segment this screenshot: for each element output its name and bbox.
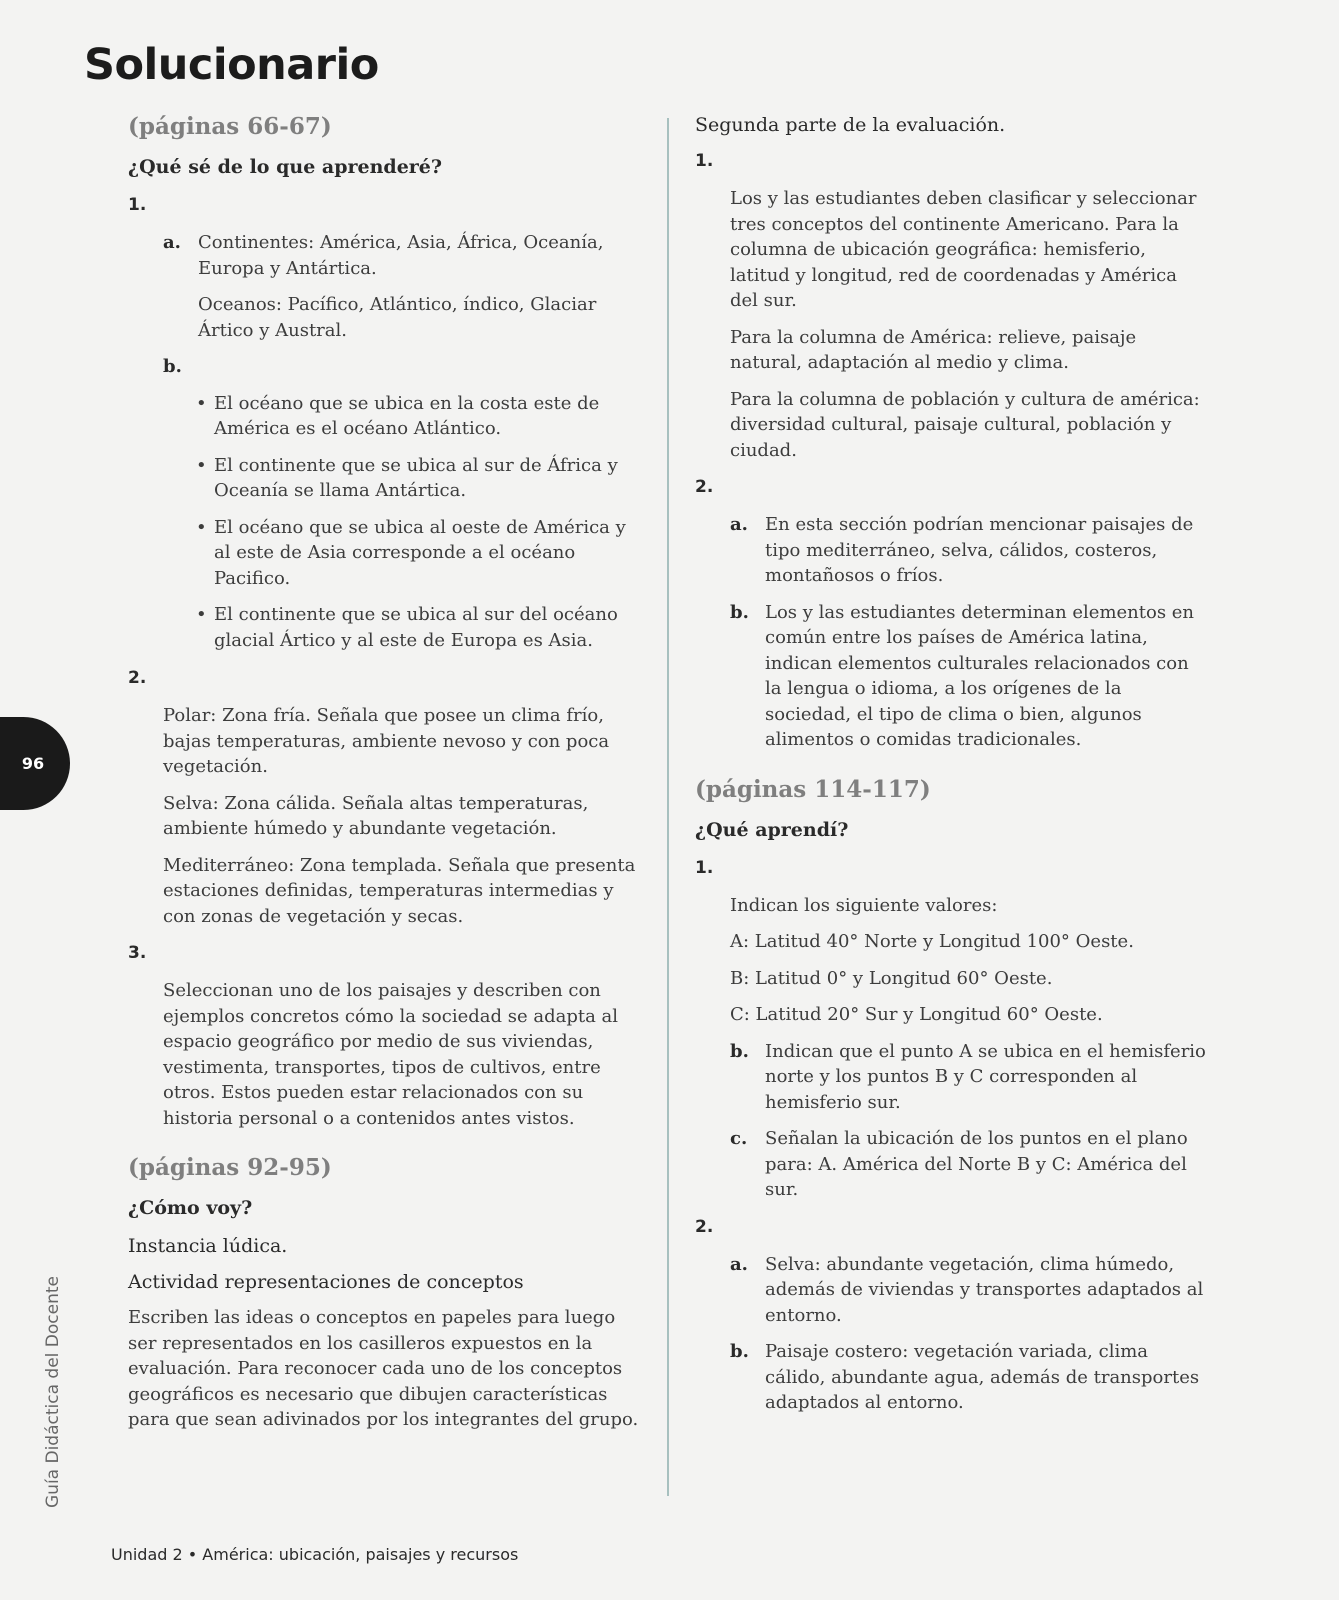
side-label: Guía Didáctica del Docente: [43, 1276, 63, 1508]
section-intro: Segunda parte de la evaluación.: [695, 114, 1006, 136]
answer-text: Indican los siguiente valores:: [730, 894, 998, 916]
section-subtitle: ¿Cómo voy?: [128, 1197, 253, 1219]
answer-text: Oceanos: Pacífico, Atlántico, índico, Glaciar Ártico y Austral.: [198, 294, 597, 341]
activity-line: Instancia lúdica.: [128, 1235, 288, 1257]
answer-text: Indican que el punto A se ubica en el hemisferio norte y los puntos B y C corresponden al hemisferio sur.: [765, 1040, 1206, 1113]
question-number: 2.: [695, 1216, 714, 1237]
page-number-tab: [0, 717, 70, 810]
column-divider: [667, 118, 669, 1496]
answer-text: C: Latitud 20° Sur y Longitud 60° Oeste.: [730, 1004, 1103, 1025]
answer-item: [695, 1126, 1210, 1203]
answer-text: Paisaje costero: vegetación variada, clima cálido, abundante agua, además de transportes adaptados al entorno.: [765, 1341, 1200, 1413]
footer-unit-title: Unidad 2 • América: ubicación, paisajes y recursos: [111, 1545, 519, 1564]
answer-letter: a.: [730, 1253, 748, 1275]
question-number: 1.: [128, 195, 147, 215]
answer-text: Seleccionan uno de los paisajes y describen con ejemplos concretos cómo la sociedad se adapta al espacio geográfico por medio de sus viviendas, vestimenta, transportes, tipos de cultivos, entre otros. Estos pueden estar relacionados con su historia personal o a contenidos antes vistos.: [163, 980, 619, 1129]
answer-text: Selva: abundante vegetación, clima húmedo, además de viviendas y transportes adaptados al entorno.: [765, 1253, 1204, 1326]
activity-line: Actividad representaciones de conceptos: [128, 1271, 524, 1293]
section-heading: (páginas 114-117): [695, 775, 931, 803]
list-item: • El continente que se ubica al sur del océano glacial Ártico y al este de Europa es Asia.: [196, 602, 643, 653]
answer-text: Para la columna de población y cultura de américa: diversidad cultural, paisaje cultural, población y ciudad.: [730, 388, 1200, 461]
section-subtitle: ¿Qué aprendí?: [695, 818, 849, 841]
answer-item: [695, 1039, 1210, 1116]
answer-item: [695, 1339, 1210, 1416]
answer-text: B: Latitud 0° y Longitud 60° Oeste.: [730, 967, 1053, 989]
answer-item: [695, 512, 1210, 589]
answer-letter: b.: [730, 601, 749, 623]
page-title: Solucionario: [84, 40, 379, 90]
answer-text: Mediterráneo: Zona templada. Señala que presenta estaciones definidas, temperaturas intermedias y con zonas de vegetación y secas.: [163, 854, 636, 927]
answer-text: Los y las estudiantes determinan elementos en común entre los países de América latina, indican elementos culturales relacionados con la lengua o idioma, a los orígenes de la sociedad, el tipo de clima o bien, algunos alimentos o comidas tradicionales.: [765, 601, 1195, 750]
right-column: [695, 112, 1210, 1427]
left-column: [128, 112, 643, 1444]
answer-item: [695, 1252, 1210, 1329]
answer-letter: a.: [730, 514, 748, 535]
answer-item: [695, 600, 1210, 753]
list-item: • El océano que se ubica al oeste de América y al este de Asia corresponde a el océano Pacifico.: [196, 515, 643, 592]
question-number: 2.: [128, 668, 147, 688]
answer-letter: a.: [163, 232, 181, 253]
page-number: 96: [21, 754, 45, 773]
question-number: 2.: [695, 477, 714, 497]
answer-item: [128, 230, 643, 281]
answer-text: Para la columna de América: relieve, paisaje natural, adaptación al medio y clima.: [730, 326, 1137, 373]
answer-letter: b.: [163, 356, 182, 377]
answer-text: A: Latitud 40° Norte y Longitud 100° Oeste.: [730, 931, 1134, 952]
answer-text: En esta sección podrían mencionar paisajes de tipo mediterráneo, selva, cálidos, costeros, montañosos o fríos.: [765, 514, 1194, 586]
section-subtitle: ¿Qué sé de lo que aprenderé?: [128, 156, 443, 178]
list-item: • El continente que se ubica al sur de África y Oceanía se llama Antártica.: [196, 453, 643, 504]
answer-text: Continentes: América, Asia, África, Oceanía, Europa y Antártica.: [198, 232, 604, 279]
section-heading: (páginas 92-95): [128, 1154, 332, 1181]
answer-letter: b.: [730, 1040, 749, 1062]
section-heading: (páginas 66-67): [128, 113, 332, 140]
answer-text: Polar: Zona fría. Señala que posee un clima frío, bajas temperaturas, ambiente nevoso y con poca vegetación.: [163, 705, 610, 777]
answer-text: Selva: Zona cálida. Señala altas temperaturas, ambiente húmedo y abundante vegetación.: [163, 792, 589, 839]
answer-letter: b.: [730, 1341, 749, 1362]
bullet-list: [128, 391, 643, 654]
question-number: 1.: [695, 857, 714, 878]
question-number: 3.: [128, 943, 147, 963]
answer-text: Escriben las ideas o conceptos en papeles para luego ser representados en los casilleros expuestos en la evaluación. Para reconocer cada uno de los conceptos geográficos es necesario que dibujen características para que sean adivinados por los integrantes del grupo.: [128, 1307, 639, 1430]
answer-text: Señalan la ubicación de los puntos en el plano para: A. América del Norte B y C: América del sur.: [765, 1128, 1188, 1200]
list-item: • El océano que se ubica en la costa este de América es el océano Atlántico.: [196, 391, 643, 442]
question-number: 1.: [695, 151, 714, 171]
answer-letter: c.: [730, 1128, 748, 1149]
answer-text: Los y las estudiantes deben clasificar y seleccionar tres conceptos del continente Americano. Para la columna de ubicación geográfica: hemisferio, latitud y longitud, red de coordenadas y América del sur.: [730, 188, 1197, 311]
